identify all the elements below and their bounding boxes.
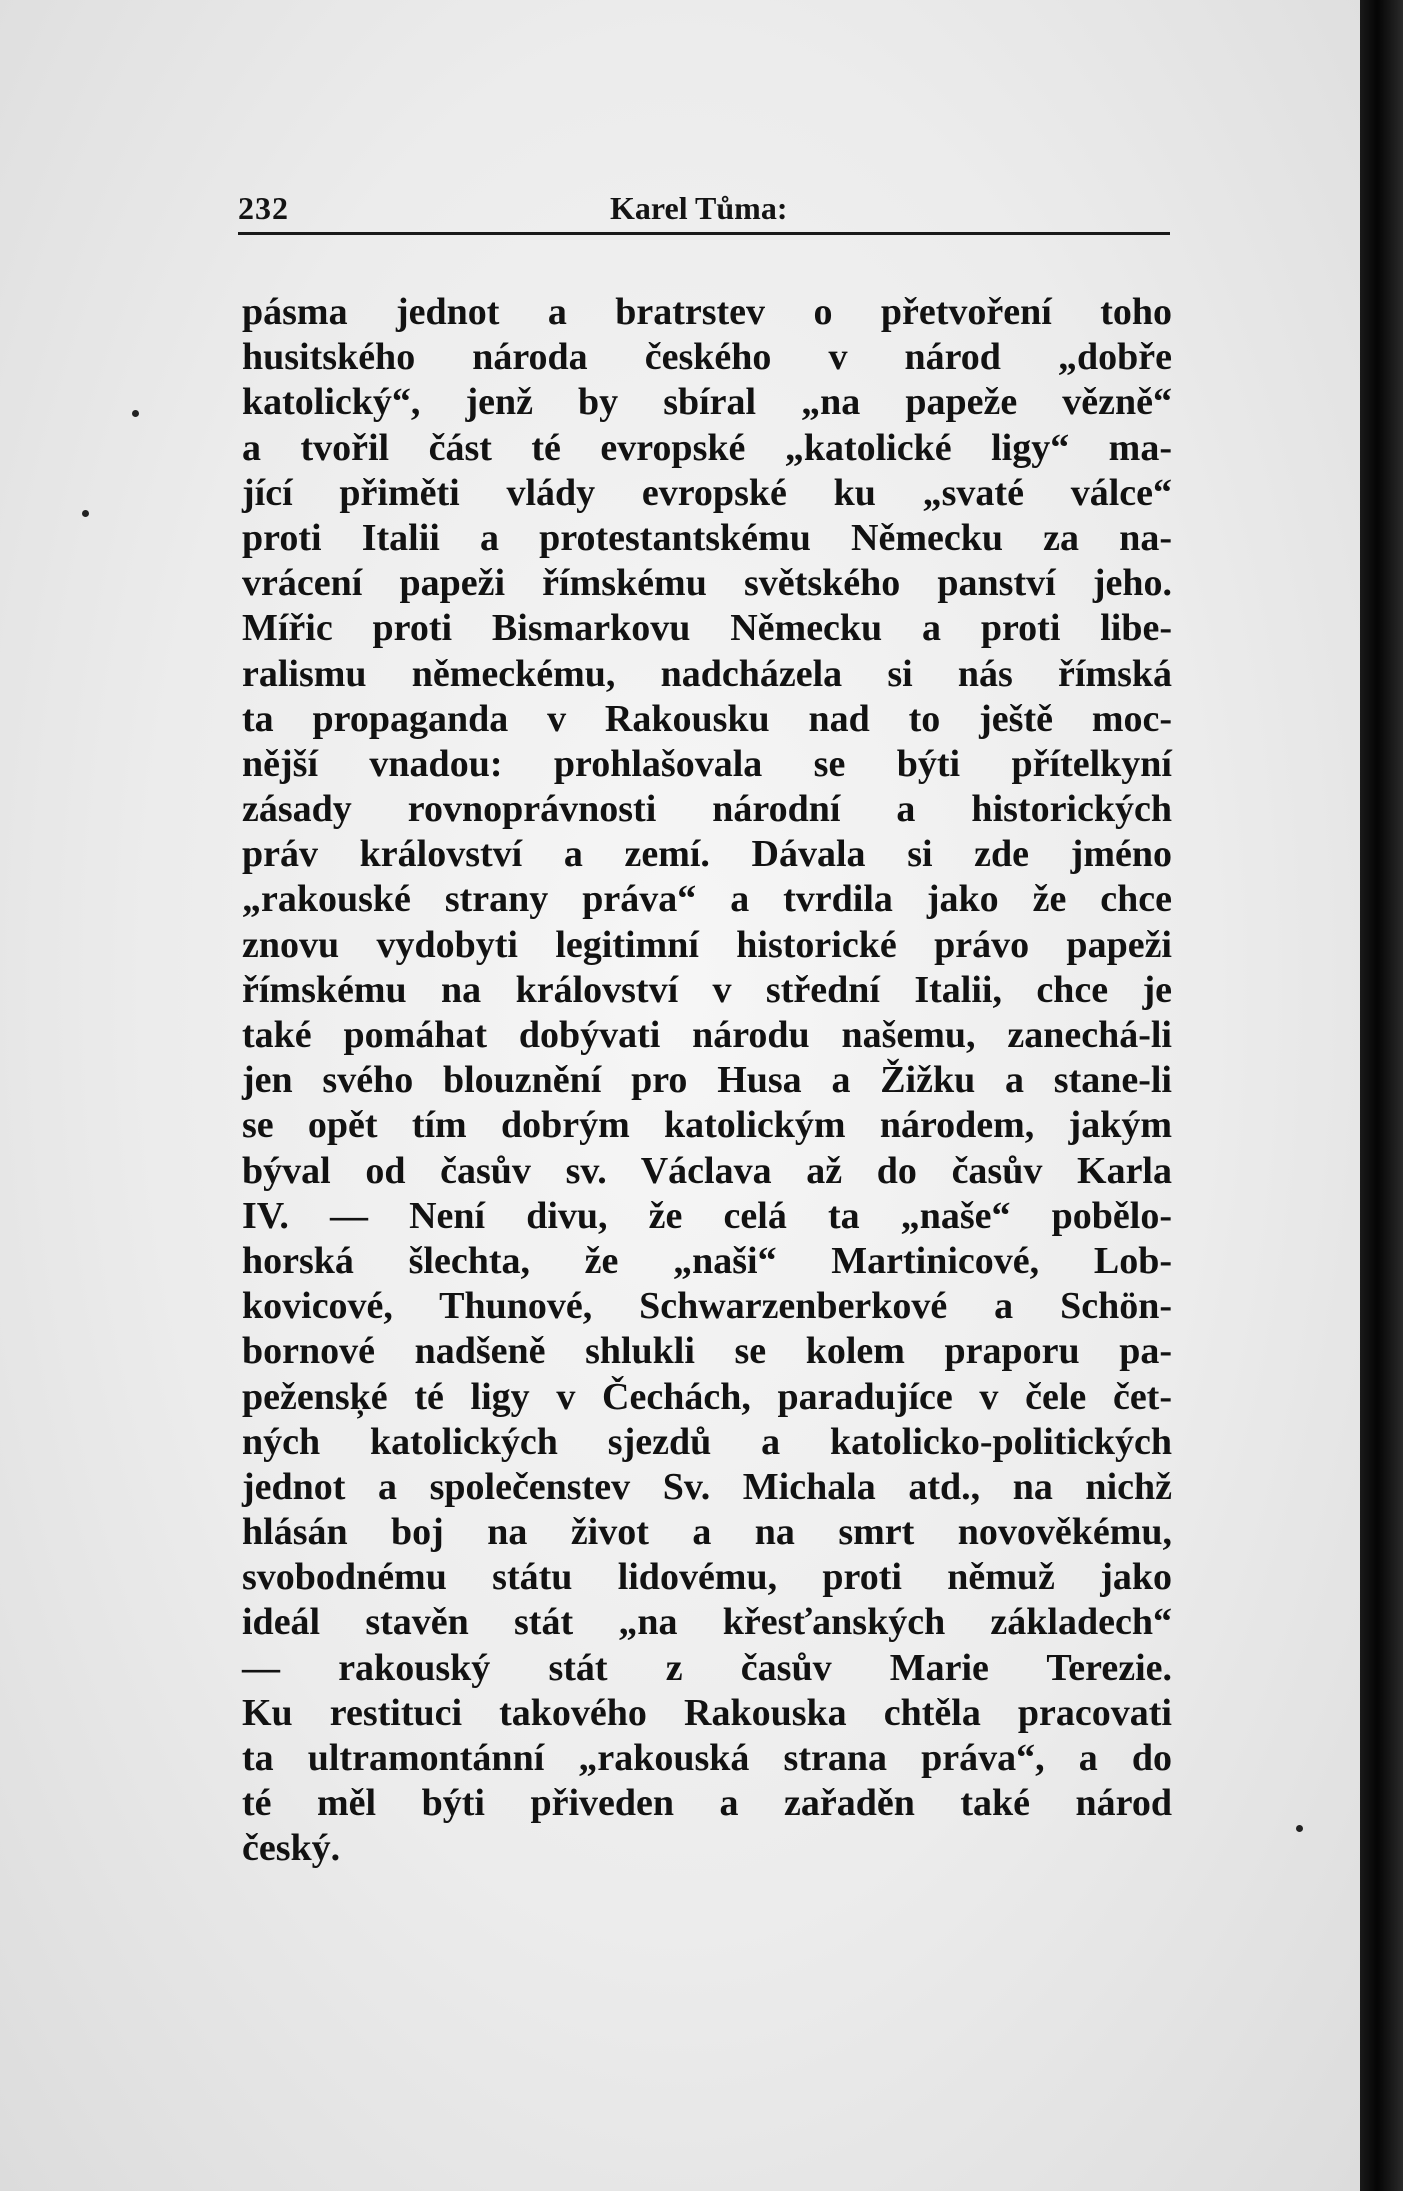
print-speck bbox=[132, 410, 139, 417]
text-line: té měl býti přiveden a zařaděn také národ bbox=[242, 1782, 1172, 1825]
text-line: znovu vydobyti legitimní historické právo papeži bbox=[242, 923, 1172, 966]
text-line: se opět tím dobrým katolickým národem, jakým bbox=[242, 1104, 1172, 1147]
text-line: horská šlechta, že „naši“ Martinicové, Lob- bbox=[242, 1239, 1172, 1282]
scan-edge-shadow bbox=[1360, 0, 1403, 2191]
text-line: a tvořil část té evropské „katolické ligy“ ma- bbox=[242, 426, 1172, 469]
text-line: IV. — Není divu, že celá ta „naše“ pobělo- bbox=[242, 1194, 1172, 1237]
text-line: jící přiměti vlády evropské ku „svaté válce“ bbox=[242, 471, 1172, 514]
text-line: ta ultramontánní „rakouská strana práva“, a do bbox=[242, 1737, 1172, 1779]
text-line: býval od časův sv. Václava až do časův Karla bbox=[242, 1149, 1172, 1192]
text-line: jednot a společenstev Sv. Michala atd., na nichž bbox=[242, 1465, 1172, 1508]
text-line: Ku restituci takového Rakouska chtěla pracovati bbox=[242, 1691, 1172, 1734]
text-line: ných katolických sjezdů a katolicko-politických bbox=[242, 1420, 1172, 1463]
text-line: zásady rovnoprávnosti národní a historických bbox=[242, 788, 1172, 831]
text-line: pežensķé té ligy v Čechách, paradujíce v čele čet- bbox=[242, 1375, 1172, 1418]
text-line: římskému na království v střední Italii, chce je bbox=[242, 968, 1172, 1011]
text-line: ralismu německému, nadcházela si nás římská bbox=[242, 652, 1172, 695]
text-line: hlásán boj na život a na smrt novověkému, bbox=[242, 1511, 1172, 1554]
text-line: proti Italii a protestantskému Německu za na- bbox=[242, 516, 1172, 559]
text-line: katolický“, jenž by sbíral „na papeže vězně“ bbox=[242, 381, 1172, 424]
text-line: ideál stavěn stát „na křesťanských základech“ bbox=[242, 1601, 1172, 1644]
text-line: husitského národa českého v národ „dobře bbox=[242, 336, 1172, 379]
text-line: práv království a zemí. Dávala si zde jméno bbox=[242, 833, 1172, 876]
text-line: ta propaganda v Rakousku nad to ještě moc- bbox=[242, 697, 1172, 740]
text-line: také pomáhat dobývati národu našemu, zanechá-li bbox=[242, 1014, 1172, 1056]
page-number: 232 bbox=[238, 190, 289, 226]
text-line: „rakouské strany práva“ a tvrdila jako že chce bbox=[242, 878, 1172, 921]
text-line: svobodnému státu lidovému, proti němuž jako bbox=[242, 1556, 1172, 1599]
text-line: jen svého blouznění pro Husa a Žižku a stane-li bbox=[242, 1059, 1172, 1102]
text-line: český. bbox=[242, 1827, 341, 1870]
header-rule bbox=[238, 232, 1170, 235]
print-speck bbox=[1296, 1825, 1303, 1832]
text-line: pásma jednot a bratrstev o přetvoření toho bbox=[242, 291, 1172, 333]
page-header bbox=[238, 190, 1170, 234]
text-line: bornové nadšeně shlukli se kolem praporu pa- bbox=[242, 1330, 1172, 1373]
text-line: nější vnadou: prohlašovala se býti přítelkyní bbox=[242, 742, 1172, 785]
print-speck bbox=[82, 510, 89, 517]
text-line: vrácení papeži římskému světského panství jeho. bbox=[242, 562, 1172, 605]
running-head: Karel Tůma: bbox=[610, 190, 788, 226]
text-line: — rakouský stát z časův Marie Terezie. bbox=[242, 1646, 1172, 1689]
text-line: kovicové, Thunové, Schwarzenberkové a Schön- bbox=[242, 1285, 1172, 1328]
text-line: Mířic proti Bismarkovu Německu a proti libe- bbox=[242, 607, 1172, 650]
body-text bbox=[242, 290, 1172, 1872]
